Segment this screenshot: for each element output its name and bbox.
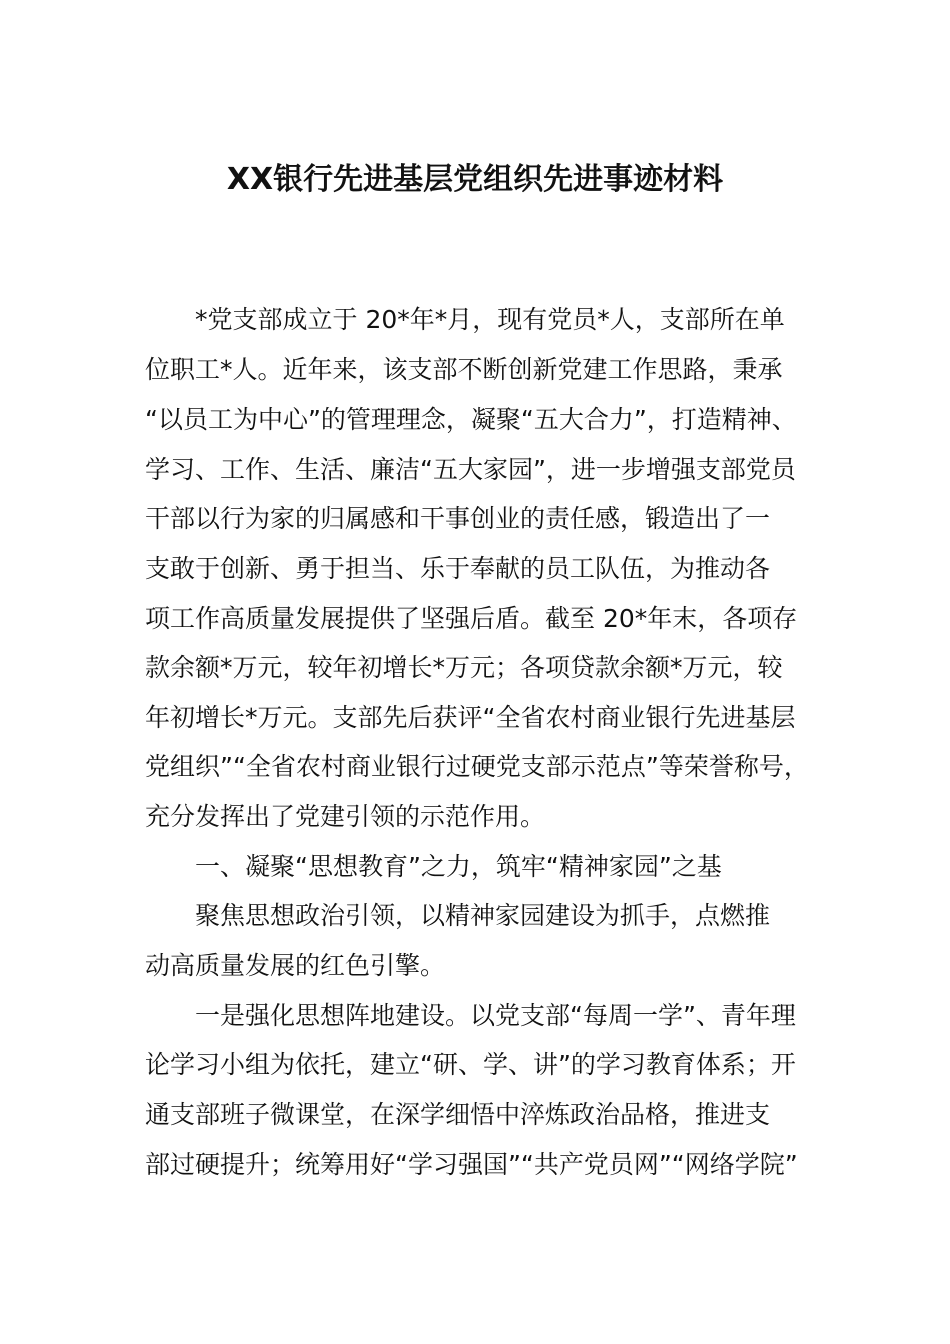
paragraph-line: 项工作高质量发展提供了坚强后盾。截至 20*年末，各项存 — [145, 604, 798, 633]
paragraph-line: 论学习小组为依托，建立“研、学、讲”的学习教育体系；开 — [145, 1050, 796, 1079]
document-title: XX银行先进基层党组织先进事迹材料 — [226, 162, 724, 197]
paragraph-line: *党支部成立于 20*年*月，现有党员*人，支部所在单 — [195, 305, 785, 334]
paragraph-line: 动高质量发展的红色引擎。 — [145, 951, 446, 980]
paragraph-line: 充分发挥出了党建引领的示范作用。 — [145, 802, 546, 831]
paragraph-line: 部过硬提升；统筹用好“学习强国”“共产党员网”“网络学院” — [145, 1150, 798, 1179]
paragraph-line: 款余额*万元，较年初增长*万元；各项贷款余额*万元，较 — [145, 653, 783, 682]
paragraph-line: 干部以行为家的归属感和干事创业的责任感，锻造出了一 — [145, 504, 771, 533]
paragraph-line: “以员工为中心”的管理理念，凝聚“五大合力”，打造精神、 — [145, 405, 797, 434]
paragraph-line: 一是强化思想阵地建设。以党支部“每周一学”、青年理 — [195, 1001, 796, 1030]
paragraph-line: 通支部班子微课堂，在深学细悟中淬炼政治品格，推进支 — [145, 1100, 771, 1129]
paragraph-line: 学习、工作、生活、廉洁“五大家园”，进一步增强支部党员 — [145, 455, 796, 484]
paragraph-line: 聚焦思想政治引领，以精神家园建设为抓手，点燃推 — [195, 901, 771, 930]
paragraph-line: 党组织”“全省农村商业银行过硬党支部示范点”等荣誉称号， — [145, 752, 809, 781]
paragraph-line: 年初增长*万元。支部先后获评“全省农村商业银行先进基层 — [145, 703, 796, 732]
section-heading: 一、凝聚“思想教育”之力，筑牢“精神家园”之基 — [195, 852, 722, 881]
paragraph-line: 位职工*人。近年来，该支部不断创新党建工作思路，秉承 — [145, 355, 783, 384]
paragraph-line: 支敢于创新、勇于担当、乐于奉献的员工队伍，为推动各 — [145, 554, 771, 583]
